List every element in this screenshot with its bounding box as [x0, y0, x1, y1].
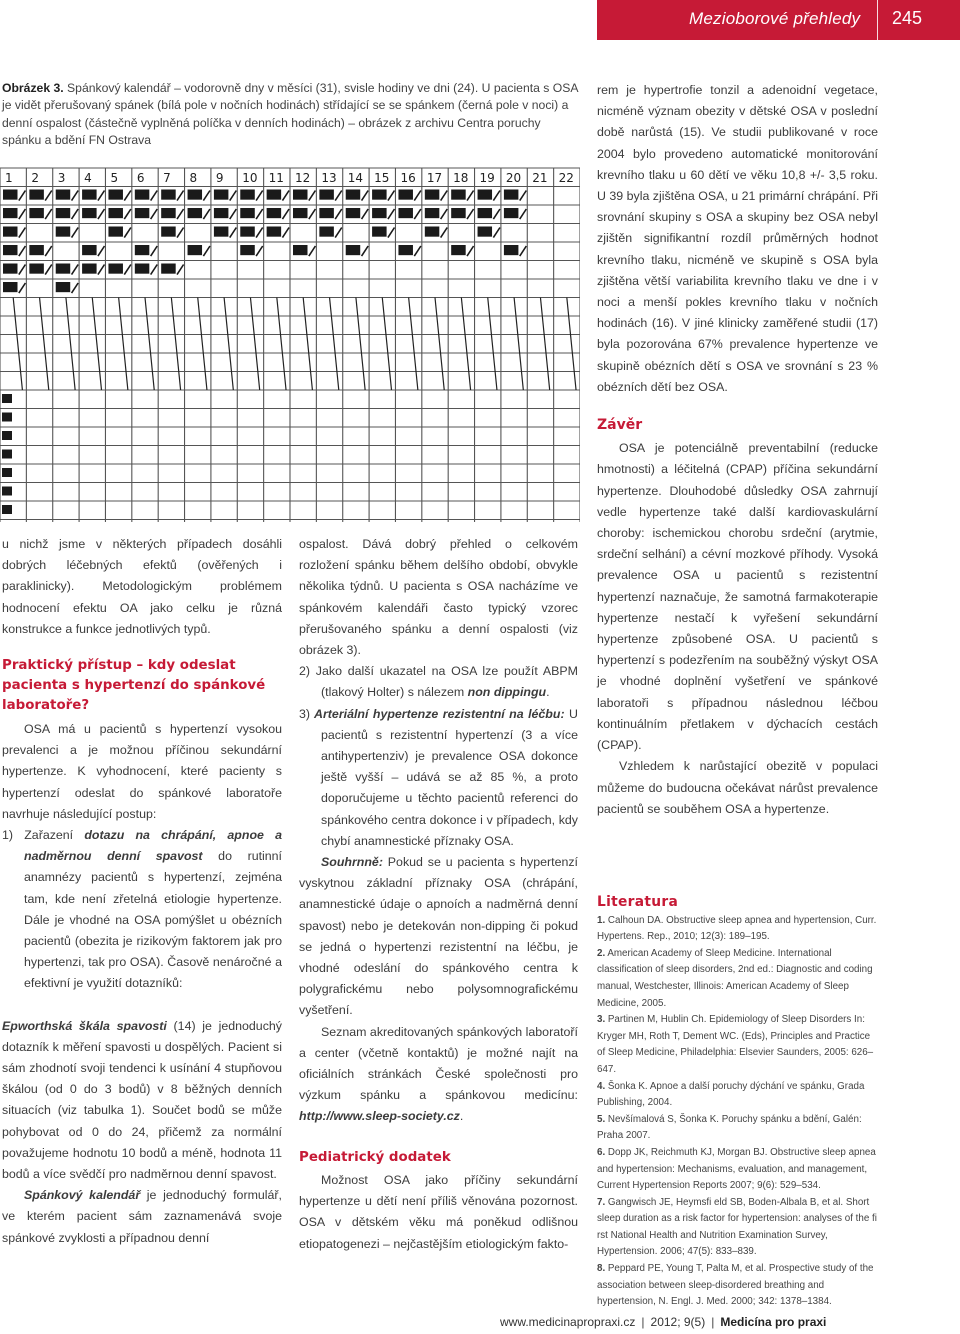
sleep-mark [293, 208, 308, 218]
sleep-mark [346, 190, 361, 200]
sleep-mark [372, 190, 387, 200]
sleep-mark [151, 191, 158, 201]
list-item-2 [299, 661, 578, 703]
page-number: 245 [877, 0, 937, 40]
list-number: 1) [2, 828, 14, 843]
day-number: 14 [347, 171, 364, 185]
sleep-mark [56, 227, 71, 237]
sleep-calendar-grid [0, 160, 580, 522]
sleep-mark [161, 264, 176, 274]
sleep-mark [441, 191, 448, 201]
reference-text: Dopp JK, Reichmuth KJ, Morgan BJ. Obstructive sleep apnea and hypertension: Mechanisms, evaluation, and management, Current Hypertension Reports 2007; 9(6): 529–534. [597, 1146, 876, 1192]
caption-label: Obrázek 3. [2, 81, 64, 95]
sleep-mark [425, 227, 440, 237]
sleep-mark [135, 245, 150, 255]
day-number: 9 [215, 171, 224, 185]
sleep-mark [124, 191, 131, 201]
sleep-mark [520, 209, 527, 219]
col2-paragraph: ospalost. Dává dobrý přehled o celkovém rozložení spánku během delšího období, obvykle několika týdnů. U pacienta s OSA nacházíme ve spánkovém kalendáři často typický vzorec přerušovaného spánku a denní ospalosti (viz obrázek 3). [299, 537, 578, 658]
reference-number: 1. [597, 914, 606, 926]
sleep-mark [414, 209, 421, 219]
day-number: 2 [31, 171, 40, 185]
sleep-mark [2, 487, 12, 496]
sleep-mark [19, 209, 26, 219]
sleep-mark [372, 227, 387, 237]
sleep-mark [441, 228, 448, 238]
sleep-mark [346, 208, 361, 218]
links-text: Seznam akreditovaných spánkových laboratoří a center (včetně kontaktů) je možné najít na oficiálních stránkách České společnosti pro výzkum spánku a spánkovou medicínu: [299, 1024, 578, 1103]
sleep-mark [29, 264, 44, 274]
reference-item [597, 1145, 879, 1195]
day-number: 6 [136, 171, 145, 185]
reference-item [597, 913, 879, 946]
sleep-mark [256, 209, 263, 219]
reference-text: Nevšímalová S, Šonka K. Poruchy spánku a bdění, Galén: Praha 2007. [597, 1113, 862, 1142]
sleep-calendar-figure [0, 160, 580, 522]
sleep-mark [188, 208, 203, 218]
reference-number: 5. [597, 1113, 606, 1125]
sleep-mark [2, 468, 12, 477]
sleep-mark [19, 191, 26, 201]
day-number: 17 [426, 171, 443, 185]
sleep-mark [230, 209, 237, 219]
sleep-mark [45, 191, 52, 201]
sleep-mark [267, 227, 282, 237]
sleep-mark [414, 191, 421, 201]
sleep-mark [3, 282, 18, 292]
sleep-stroke [330, 298, 339, 391]
sleep-mark [45, 209, 52, 219]
sleep-stroke [540, 298, 549, 391]
sleep-mark [214, 208, 229, 218]
sleep-mark [108, 264, 123, 274]
sleep-mark [256, 228, 263, 238]
sleep-stroke [145, 298, 154, 391]
links-text: . [459, 1109, 464, 1124]
section-title: Mezioborové přehledy [689, 9, 861, 28]
summary-paragraph [299, 852, 578, 1022]
day-number: 20 [505, 171, 522, 185]
day-number: 1 [5, 171, 13, 185]
sleep-mark [309, 246, 316, 256]
sleep-mark [282, 209, 289, 219]
sleep-stroke [66, 298, 75, 391]
sleep-mark [493, 209, 500, 219]
calendar-text: je jednoduchý formulář, ve kterém pacient sám zaznamenává svoje spánkové zvyklosti a případnou denní [2, 1188, 282, 1245]
sleep-mark [493, 191, 500, 201]
summary-text: Pokud se u pacienta s hypertenzí vyskytnou základní příznaky OSA (chrápání, anamnestické údaje o apnoích a nadměrná denní spavost) nebo je detekován non-dipping či pokud se jedná o hypertenzi rezistentní na léčbu, je vhodné odeslání do spánkového centra k polygrafickému nebo polysomnografickému vyšetření. [299, 855, 578, 1018]
sleep-mark [3, 227, 18, 237]
reference-text: Šonka K. Apnoe a další poruchy dýchání ve spánku, Grada Publishing, 2004. [597, 1080, 865, 1109]
day-number: 15 [374, 171, 390, 185]
sleep-mark [45, 246, 52, 256]
sleep-mark [56, 208, 71, 218]
section-heading-practical: Praktický přístup – kdy odeslat pacienta s hypertenzí do spánkové laboratoře? [2, 658, 266, 714]
reference-text: Peppard PE, Young T, Palta M, et al. Prospective study of the association between sleep-disordered breathing and hypertension, N. Engl. J. Med. 2000; 342: 1378–1384. [597, 1263, 874, 1308]
sleep-mark [267, 208, 282, 218]
sleep-mark [282, 191, 289, 201]
sleep-mark [335, 191, 342, 201]
sleep-mark [425, 190, 440, 200]
list-text: do rutinní anamnézy pacientů s hypertenzí, zejména tam, kde není zřetelná etiologie hypertenze. Dále je vhodné na OSA pomýšlet u obézních pacientů (obezita je rizikovým faktorem jak pro hypertenzi, tak pro OSA). Časově nenáročné a efektivní je využití dotazníků: [24, 849, 283, 991]
sleep-stroke [409, 298, 418, 391]
sleep-mark [478, 227, 493, 237]
sleep-stroke [435, 298, 444, 391]
sleep-mark [2, 505, 12, 514]
links-paragraph [299, 1022, 578, 1128]
sleep-mark [256, 246, 263, 256]
list-number: 3) [299, 706, 311, 721]
sleep-mark [425, 208, 440, 218]
epworth-text: (14) je jednoduchý dotazník k měření spavosti u dospělých. Pacient si sám zhodnotí svoji tendenci k usínání 4 stupňovou škálou (od 0 do 3 bodů) v 8 běžných denních situacích (viz tabulka 1). Součet bodů se může pohybovat od 0 do 24, přičemž za normální považujeme hodnotu 10 bodů a méně, hodnota 11 bodů a více svědčí pro nadměrnou denní spavost. [2, 1018, 282, 1182]
footer-journal: Medicína pro praxi [720, 1315, 827, 1329]
sleep-mark [335, 209, 342, 219]
epworth-paragraph [2, 1016, 282, 1186]
sleep-mark [72, 283, 79, 293]
sleep-mark [520, 246, 527, 256]
col3-paragraph: OSA je potenciálně preventabilní (reducke hmotnosti) a léčitelná (CPAP) příčina sekundární hypertenze. Dlouhodobé důsledky OSA zahrnují vedle hypertenze také další kardiovaskulární choroby: ischemickou chorobu srdeční (arytmie, srdeční selhání) a cévní mozkové příhody. Vysoká prevalence OSA u pacientů s rezistentní hypertenzí naznačuje, že samotná farmakoterapie hypertenze nestačí k vyřešení sekundární hypertenze způsobené OSA. U pacientů s hypertenzí s podezřením na souběžný výskyt OSA je vhodné doplnění vyšetření ve spánkové laboratoři s případnou následnou léčbou kontinuálním přetlakem v dýchacích cestách (CPAP). [597, 441, 878, 753]
reference-item [597, 1012, 879, 1078]
day-number: 3 [57, 171, 66, 185]
sleep-stroke [171, 298, 180, 391]
sleep-mark [3, 264, 18, 274]
list-text: Jako další ukazatel na OSA lze použít ABPM (tlakový Holter) s nálezem [310, 664, 578, 700]
sleep-society-link[interactable]: http://www.sleep-society.cz [299, 1109, 460, 1124]
sleep-mark [493, 228, 500, 238]
sleep-mark [362, 246, 369, 256]
sleep-mark [135, 264, 150, 274]
sleep-mark [240, 208, 255, 218]
sleep-mark [319, 190, 334, 200]
day-number: 21 [532, 171, 548, 185]
sleep-mark [151, 265, 158, 275]
sleep-mark [72, 265, 79, 275]
sleep-mark [124, 265, 131, 275]
sleep-mark [3, 190, 18, 200]
sleep-mark [319, 208, 334, 218]
list-emphasis: non dippingu [467, 685, 547, 700]
sleep-mark [362, 191, 369, 201]
sleep-mark [2, 394, 12, 403]
sleep-mark [451, 208, 466, 218]
caption-text: Spánkový kalendář – vodorovně dny v měsíci (31), svisle hodiny ve dni (24). U pacienta s OSA je vidět přerušovaný spánek (bílá pole v nočních hodinách) střídající se se spánkem (černá pole v noci) a denní ospalost (částečně vyplněná políčka v denních hodinách) – obrázek z archivu Centra poruchy spánku a bdění FN Ostrava [2, 81, 578, 148]
reference-text: American Academy of Sleep Medicine. International classification of sleep disorders, 2nd ed.: Diagnostic and coding manual, Westchester, Illinois: American Academy of Sleep Medicine, 2005. [597, 947, 873, 1009]
sleep-stroke [514, 298, 523, 391]
sleep-stroke [382, 298, 391, 391]
sleep-stroke [92, 298, 101, 391]
sleep-mark [161, 208, 176, 218]
sleep-mark [98, 265, 105, 275]
sleep-mark [398, 208, 413, 218]
sleep-mark [372, 208, 387, 218]
sleep-mark [240, 227, 255, 237]
day-number: 8 [189, 171, 198, 185]
sleep-stroke [567, 298, 576, 391]
day-number: 12 [295, 171, 311, 185]
sleep-mark [478, 190, 493, 200]
sleep-mark [82, 208, 97, 218]
reference-item [597, 1079, 879, 1112]
sleep-mark [29, 190, 44, 200]
reference-item [597, 1261, 879, 1311]
sleep-mark [214, 227, 229, 237]
reference-number: 6. [597, 1146, 606, 1158]
section-heading-pediatric: Pediatrický dodatek [299, 1149, 451, 1165]
col3-paragraph: rem je hypertrofie tonzil a adenoidní vegetace, nicméně význam obezity v dětské OSA v poslední době narůstá (15). Ve studii publikované v roce 2004 bylo provedeno automatické monitorování krevního tlaku u 60 dětí ve věku 10,8 +/- 3,5 roku. U 39 byla zjištěna OSA, u 21 primární chrápání. Při srovnání skupiny s OSA a skupiny bez OSA nebyl zjištěn signifikantní rozdíl průměrných hodnot krevního tlaku, nicméně ve skupině s OSA byla zjištěna větší variabilita krevního tlaku ve dne i v noci a menší pokles krevního tlaku v nočních hodinách (16). V jiné klinicky zaměřené studii (17) byla pozorována 67% prevalence hypertenze ve skupině obézních dětí s OSA ve srovnání s 23 % obézních dětí bez OSA. [597, 83, 878, 394]
sleep-mark [319, 227, 334, 237]
reference-number: 2. [597, 947, 606, 959]
sleep-mark [177, 191, 184, 201]
list-emphasis: Arteriální hypertenze rezistentní na léčbu: [310, 706, 565, 721]
sleep-mark [388, 209, 395, 219]
reference-list [597, 913, 879, 1311]
day-number: 18 [453, 171, 469, 185]
day-number: 7 [163, 171, 171, 185]
sleep-stroke [488, 298, 497, 391]
sleep-mark [177, 209, 184, 219]
sleep-mark [19, 283, 26, 293]
sleep-mark [282, 228, 289, 238]
sleep-mark [504, 208, 518, 218]
sleep-mark [240, 245, 255, 255]
list-emphasis: dotazu na chrápání, apnoe a nadměrnou denní spavost [24, 828, 282, 864]
sleep-mark [135, 208, 150, 218]
calendar-paragraph [2, 1185, 282, 1249]
sleep-stroke [40, 298, 49, 391]
sleep-stroke [224, 298, 233, 391]
list-item-3 [299, 704, 578, 852]
col3-paragraph: Vzhledem k narůstající obezitě v populaci můžeme do budoucna očekávat nárůst prevalence pacientů se souběhem OSA a hypertenze. [597, 759, 878, 816]
sleep-mark [29, 245, 44, 255]
sleep-mark [467, 246, 474, 256]
sleep-mark [256, 191, 263, 201]
sleep-mark [161, 190, 176, 200]
references [597, 894, 879, 1311]
sleep-mark [3, 208, 18, 218]
reference-text: Calhoun DA. Obstructive sleep apnea and hypertension, Curr. Hypertens. Rep., 2010; 12(3): 189–195. [597, 914, 877, 943]
sleep-mark [151, 209, 158, 219]
sleep-mark [151, 246, 158, 256]
sleep-stroke [198, 298, 207, 391]
references-heading: Literatura [597, 894, 679, 910]
sleep-stroke [277, 298, 286, 391]
sleep-mark [203, 191, 210, 201]
sleep-mark [504, 190, 518, 200]
sleep-stroke [461, 298, 470, 391]
col2-paragraph: Možnost OSA jako příčiny sekundární hypertenze u dětí není příliš věnována pozornost. OSA v dětském věku má poněkud odlišnou etiopatogenezi – nejčastějším etiologickým fakto- [299, 1172, 578, 1251]
sleep-mark [467, 191, 474, 201]
sleep-mark [19, 228, 26, 238]
figure-caption [2, 80, 582, 150]
sleep-mark [108, 190, 123, 200]
page-footer: www.medicinapropraxi.cz | 2012; 9(5) | Medicína pro praxi [500, 1315, 827, 1329]
sleep-mark [214, 190, 229, 200]
sleep-mark [346, 245, 361, 255]
sleep-mark [398, 245, 413, 255]
reference-item [597, 1112, 879, 1145]
sleep-mark [388, 228, 395, 238]
sleep-mark [72, 228, 79, 238]
sleep-mark [293, 245, 308, 255]
sleep-mark [56, 264, 71, 274]
sleep-mark [161, 227, 176, 237]
sleep-mark [177, 265, 184, 275]
sleep-mark [3, 245, 18, 255]
day-number: 13 [321, 171, 337, 185]
column-1 [2, 534, 282, 1249]
sleep-mark [19, 246, 26, 256]
footer-site[interactable]: www.medicinapropraxi.cz [500, 1315, 636, 1329]
page-header [597, 0, 960, 40]
sleep-mark [293, 190, 308, 200]
sleep-mark [362, 209, 369, 219]
sleep-stroke [119, 298, 128, 391]
sleep-mark [451, 190, 466, 200]
list-text: U pacientů s rezistentní hypertenzí (3 a více antihypertenziv) je prevalence OSA dokonce ještě vyšší – udává se až 85 %, a proto doporučujeme u těchto pacientů referenci do spánkového centra dokonce i v případech, kdy chybí anamnestické příznaky OSA. [321, 706, 578, 848]
day-number: 5 [110, 171, 119, 185]
sleep-mark [56, 190, 71, 200]
reference-text: Gangwisch JE, Heymsfi eld SB, Boden-Albala B, et al. Short sleep duration as a risk factor for hypertension: analyses of the fi rst National Health and Nutrition Examination Survey, Hypertension. 2006; 47(5): 833–839. [597, 1196, 877, 1258]
list-text: . [546, 685, 550, 700]
col1-paragraph: OSA má u pacientů s hypertenzí vysokou prevalenci a je možnou příčinou sekundární hypertenze. K vyhodnocení, které pacienty s hypertenzí odeslat do spánkové laboratoře navrhuje následující postup: [2, 722, 282, 821]
sleep-mark [124, 209, 131, 219]
sleep-stroke [250, 298, 259, 391]
reference-number: 3. [597, 1014, 606, 1026]
day-number: 4 [84, 171, 92, 185]
sleep-mark [177, 228, 184, 238]
epworth-emphasis: Epworthská škála spavosti [2, 1018, 167, 1033]
sleep-mark [135, 190, 150, 200]
day-number: 16 [400, 171, 416, 185]
sleep-mark [98, 191, 105, 201]
sleep-stroke [303, 298, 312, 391]
footer-issue: 2012; 9(5) [650, 1315, 706, 1329]
sleep-mark [520, 191, 527, 201]
sleep-mark [19, 265, 26, 275]
reference-number: 7. [597, 1196, 606, 1208]
sleep-mark [230, 191, 237, 201]
sleep-mark [56, 282, 71, 292]
sleep-mark [388, 191, 395, 201]
sleep-mark [188, 245, 203, 255]
reference-item [597, 1195, 879, 1261]
reference-text: Partinen M, Hublin Ch. Epidemiology of Sleep Disorders In: Kryger MH, Roth T, Dement WC. (Eds), Principles and Practice of Sleep Medicine, Philadelphia: Elsevier Saunders, 2005: 626–647. [597, 1014, 874, 1075]
sleep-mark [72, 191, 79, 201]
sleep-mark [188, 190, 203, 200]
sleep-stroke [356, 298, 365, 391]
sleep-mark [414, 246, 421, 256]
sleep-mark [82, 245, 97, 255]
reference-number: 8. [597, 1263, 606, 1275]
sleep-mark [82, 190, 97, 200]
sleep-mark [45, 265, 52, 275]
col1-paragraph: u nichž jsme v některých případech dosáhli dobrých léčebných efektů (ověřených i paraklinicky). Metodologickým problémem hodnocení efektu OA jako celku je různá konstrukce a funkce jednotlivých typů. [2, 537, 282, 636]
summary-emphasis: Souhrnně: [321, 855, 383, 870]
sleep-mark [240, 190, 255, 200]
sleep-mark [478, 208, 493, 218]
calendar-emphasis: Spánkový kalendář [24, 1188, 141, 1203]
list-text: Zařazení [13, 828, 85, 843]
day-number: 10 [242, 171, 258, 185]
sleep-mark [309, 191, 316, 201]
sleep-mark [72, 209, 79, 219]
sleep-mark [98, 246, 105, 256]
column-3 [597, 80, 878, 820]
sleep-mark [267, 190, 282, 200]
column-2 [299, 534, 578, 1255]
day-number: 19 [479, 171, 495, 185]
day-number: 11 [268, 171, 284, 185]
sleep-mark [335, 228, 342, 238]
sleep-mark [309, 209, 316, 219]
sleep-mark [2, 413, 12, 422]
sleep-mark [29, 208, 44, 218]
sleep-mark [98, 209, 105, 219]
sleep-mark [108, 208, 123, 218]
sleep-mark [504, 245, 518, 255]
sleep-mark [203, 246, 210, 256]
day-number: 22 [558, 171, 574, 185]
sleep-mark [203, 209, 210, 219]
sleep-mark [441, 209, 448, 219]
sleep-mark [108, 227, 123, 237]
sleep-mark [2, 431, 12, 440]
section-heading-conclusion: Závěr [597, 417, 643, 434]
sleep-mark [467, 209, 474, 219]
sleep-mark [451, 245, 466, 255]
sleep-mark [82, 264, 97, 274]
sleep-mark [230, 228, 237, 238]
sleep-mark [124, 228, 131, 238]
reference-item [597, 946, 879, 1012]
reference-number: 4. [597, 1080, 606, 1092]
sleep-stroke [13, 298, 22, 391]
sleep-mark [2, 450, 12, 459]
sleep-mark [398, 190, 413, 200]
list-number: 2) [299, 664, 311, 679]
list-item-1 [2, 825, 282, 995]
